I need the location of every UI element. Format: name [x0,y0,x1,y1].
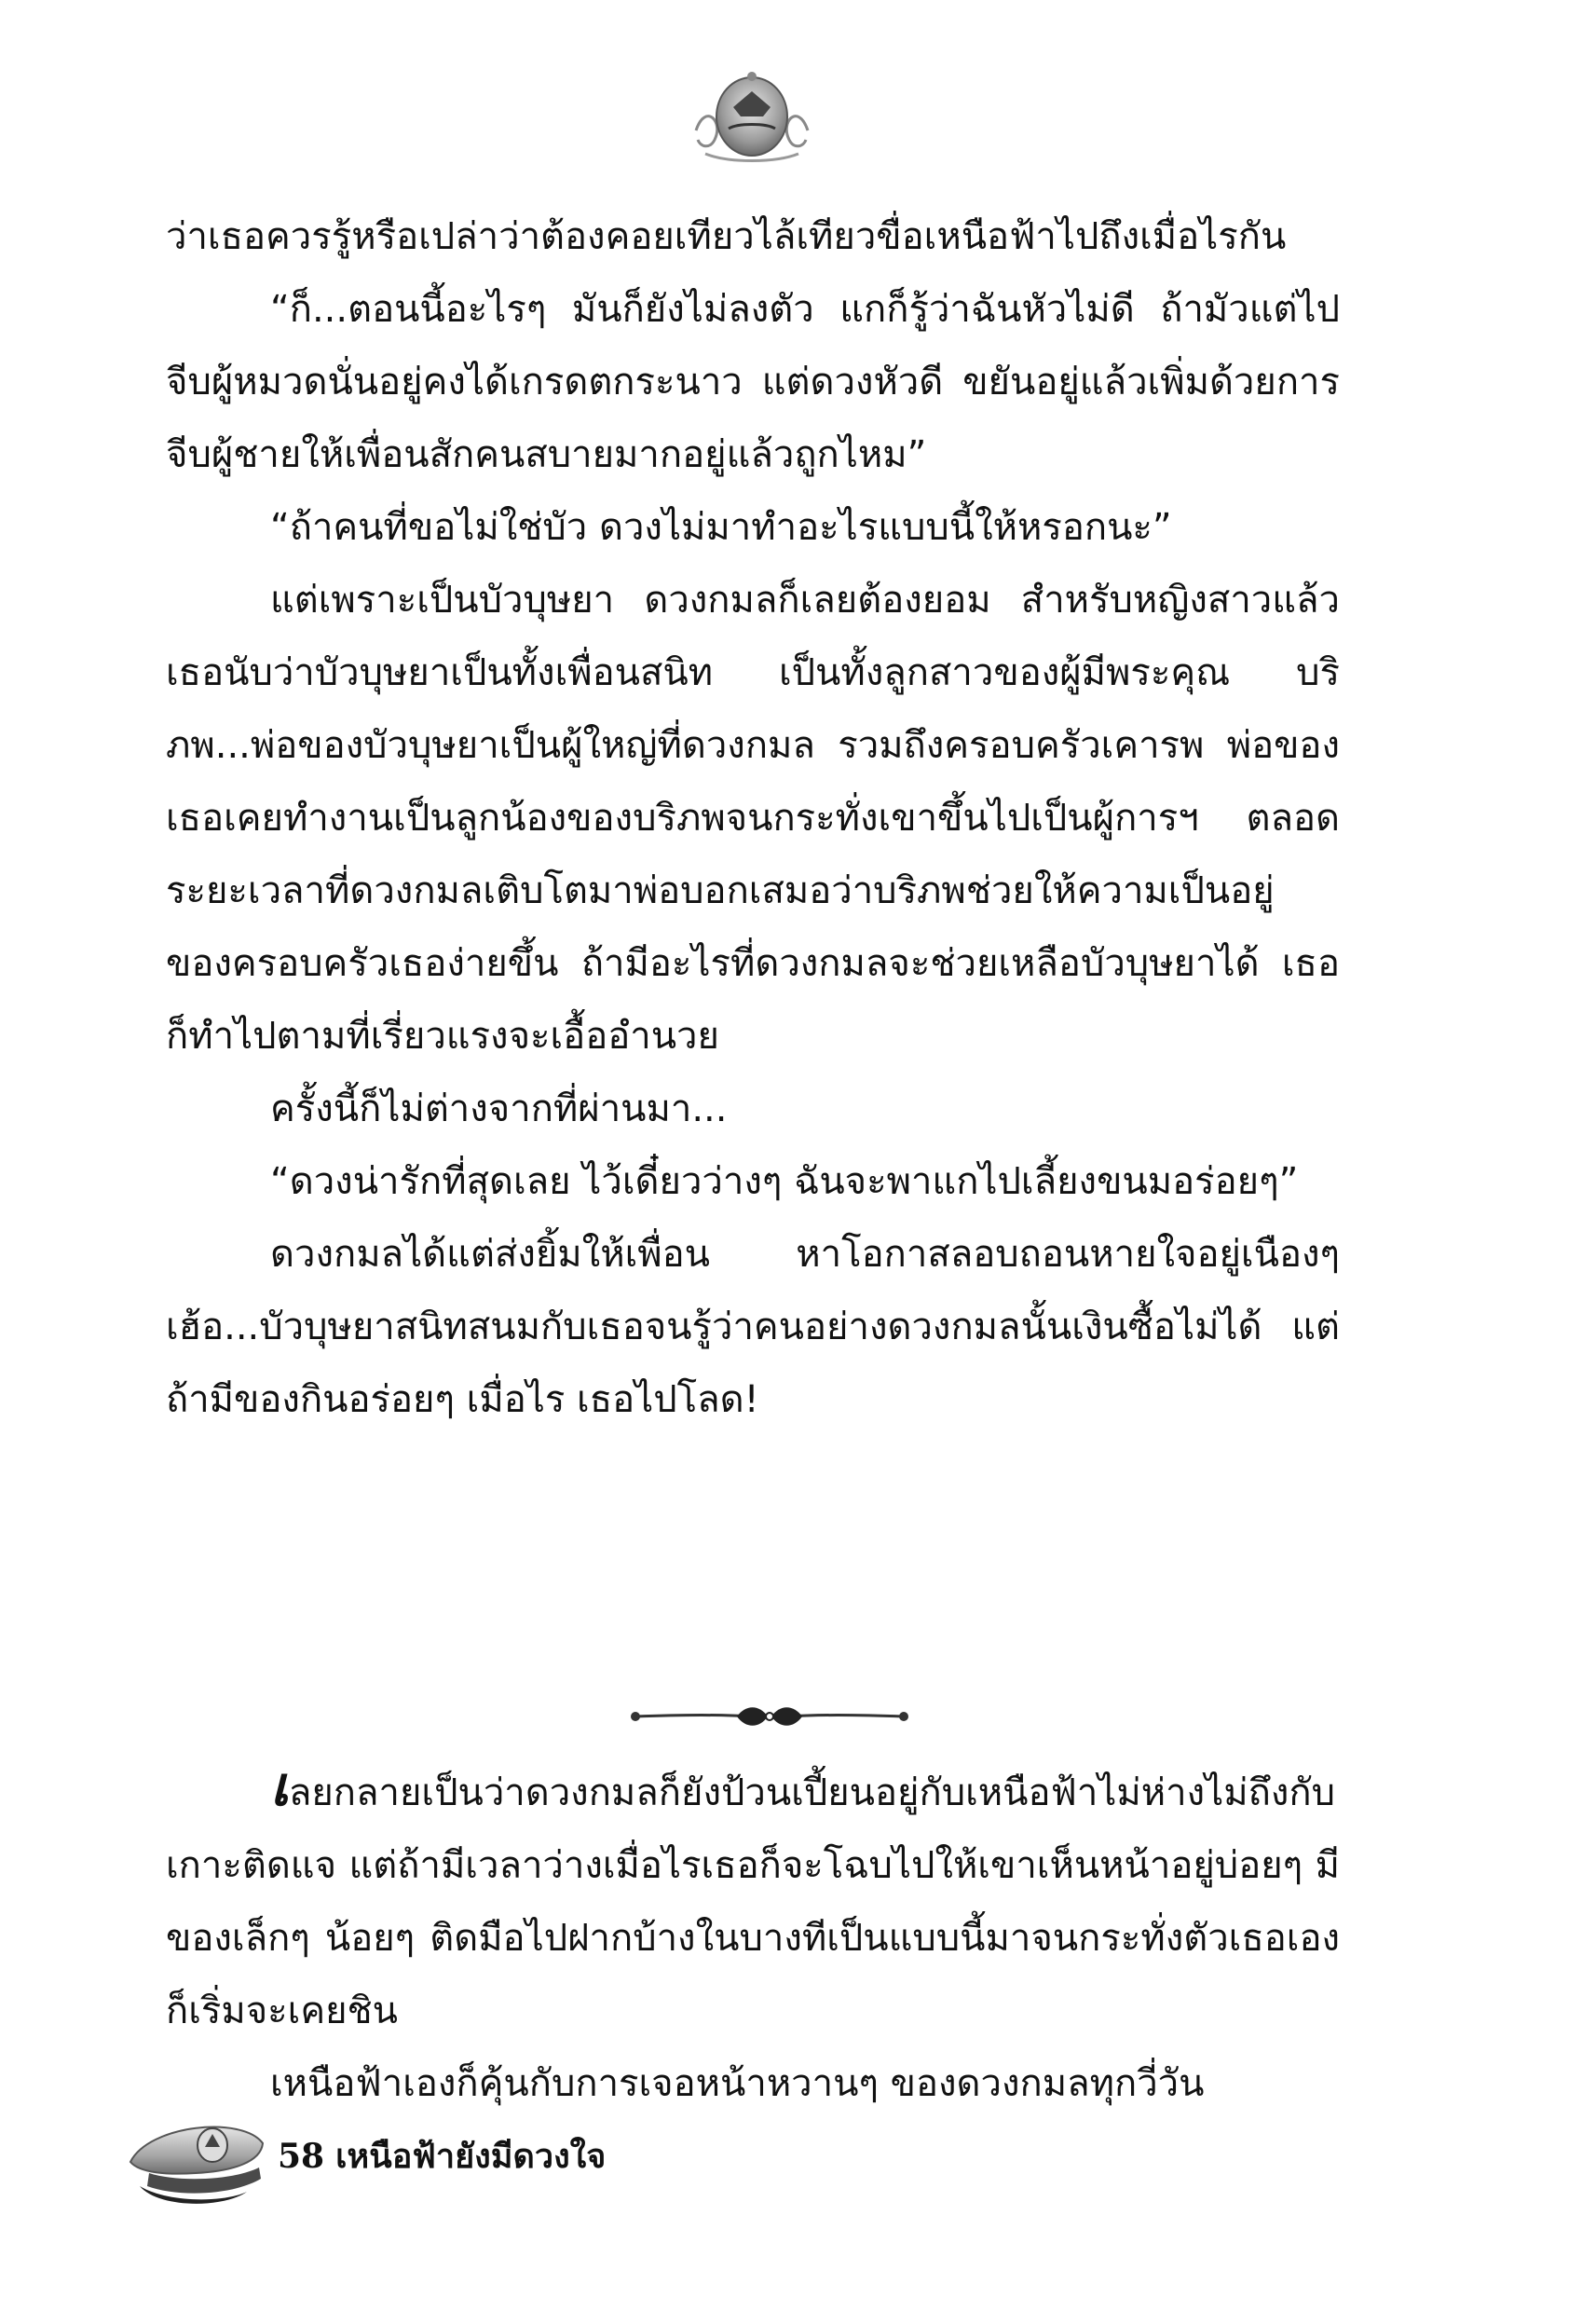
paragraph: ดวงกมลได้แต่ส่งยิ้มให้เพื่อน หาโอกาสลอบถอนหายใจอยู่เนืองๆ เฮ้อ...บัวบุษยาสนิทสนมกับเธอจนรู้ว่าคนอย่างดวงกมลนั้นเงินซื้อไม่ได้ แต่ถ้ามีของกินอร่อยๆ เมื่อไร เธอไปโลด! [166,1233,1340,1421]
book-title: เหนือฟ้ายังมีดวงใจ [335,2137,607,2176]
paragraph: “ดวงน่ารักที่สุดเลย ไว้เดี๋ยวว่างๆ ฉันจะพาแกไปเลี้ยงขนมอร่อยๆ” [270,1160,1299,1203]
page-footer [278,2134,606,2179]
paragraph: ว่าเธอควรรู้หรือเปล่าว่าต้องคอยเทียวไล้เทียวขื่อเหนือฟ้าไปถึงเมื่อไรกัน [166,215,1287,258]
ornamental-seal-logo [687,65,817,168]
main-text-top [166,200,1340,1436]
paragraph: “ถ้าคนที่ขอไม่ใช่บัว ดวงไม่มาทำอะไรแบบนี้ให้หรอกนะ” [270,506,1172,549]
paragraph: “ก็...ตอนนี้อะไรๆ มันก็ยังไม่ลงตัว แกก็รู้ว่าฉันหัวไม่ดี ถ้ามัวแต่ไปจีบผู้หมวดนั่นอยู่คงได้เกรดตกระนาว แต่ดวงหัวดี ขยันอยู่แล้วเพิ่มด้วยการจีบผู้ชายให้เพื่อนสักคนสบายมากอยู่แล้วถูกไหม” [166,288,1340,476]
paragraph-text: ลยกลายเป็นว่าดวงกมลก็ยังป้วนเปี้ยนอยู่กับเหนือฟ้าไม่ห่างไม่ถึงกับเกาะติดแจ แต่ถ้ามีเวลาว่างเมื่อไรเธอก็จะโฉบไปให้เขาเห็นหน้าอยู่บ่อยๆ มีของเล็กๆ น้อยๆ ติดมือไปฝากบ้างในบางทีเป็นแบบนี้มาจนกระทั่งตัวเธอเองก็เริ่มจะเคยชิน [166,1771,1340,2032]
paragraph: แต่เพราะเป็นบัวบุษยา ดวงกมลก็เลยต้องยอม สำหรับหญิงสาวแล้ว เธอนับว่าบัวบุษยาเป็นทั้งเพื่อนสนิท เป็นทั้งลูกสาวของผู้มีพระคุณ บริภพ...พ่อของบัวบุษยาเป็นผู้ใหญ่ที่ดวงกมล รวมถึงครอบครัวเคารพ พ่อของเธอเคยทำงานเป็นลูกน้องของบริภพจนกระทั่งเขาขึ้นไปเป็นผู้การฯ ตลอดระยะเวลาที่ดวงกมลเติบโตมาพ่อบอกเสมอว่าบริภพช่วยให้ความเป็นอยู่ของครอบครัวเธอง่ายขึ้น ถ้ามีอะไรที่ดวงกมลจะช่วยเหลือบัวบุษยาได้ เธอก็ทำไปตามที่เรี่ยวแรงจะเอื้ออำนวย [166,579,1340,1058]
paragraph: ครั้งนี้ก็ไม่ต่างจากที่ผ่านมา... [270,1087,728,1130]
paragraph [166,1757,1340,2047]
police-cap-icon [121,2106,270,2208]
dropcap: เ [270,1755,289,1818]
paragraph: เหนือฟ้าเองก็คุ้นกับการเจอหน้าหวานๆ ของดวงกมลทุกวี่วัน [270,2062,1205,2105]
ornamental-divider-icon [630,1698,909,1735]
main-text-bottom [166,1757,1340,2120]
page-number: 58 [278,2137,325,2176]
